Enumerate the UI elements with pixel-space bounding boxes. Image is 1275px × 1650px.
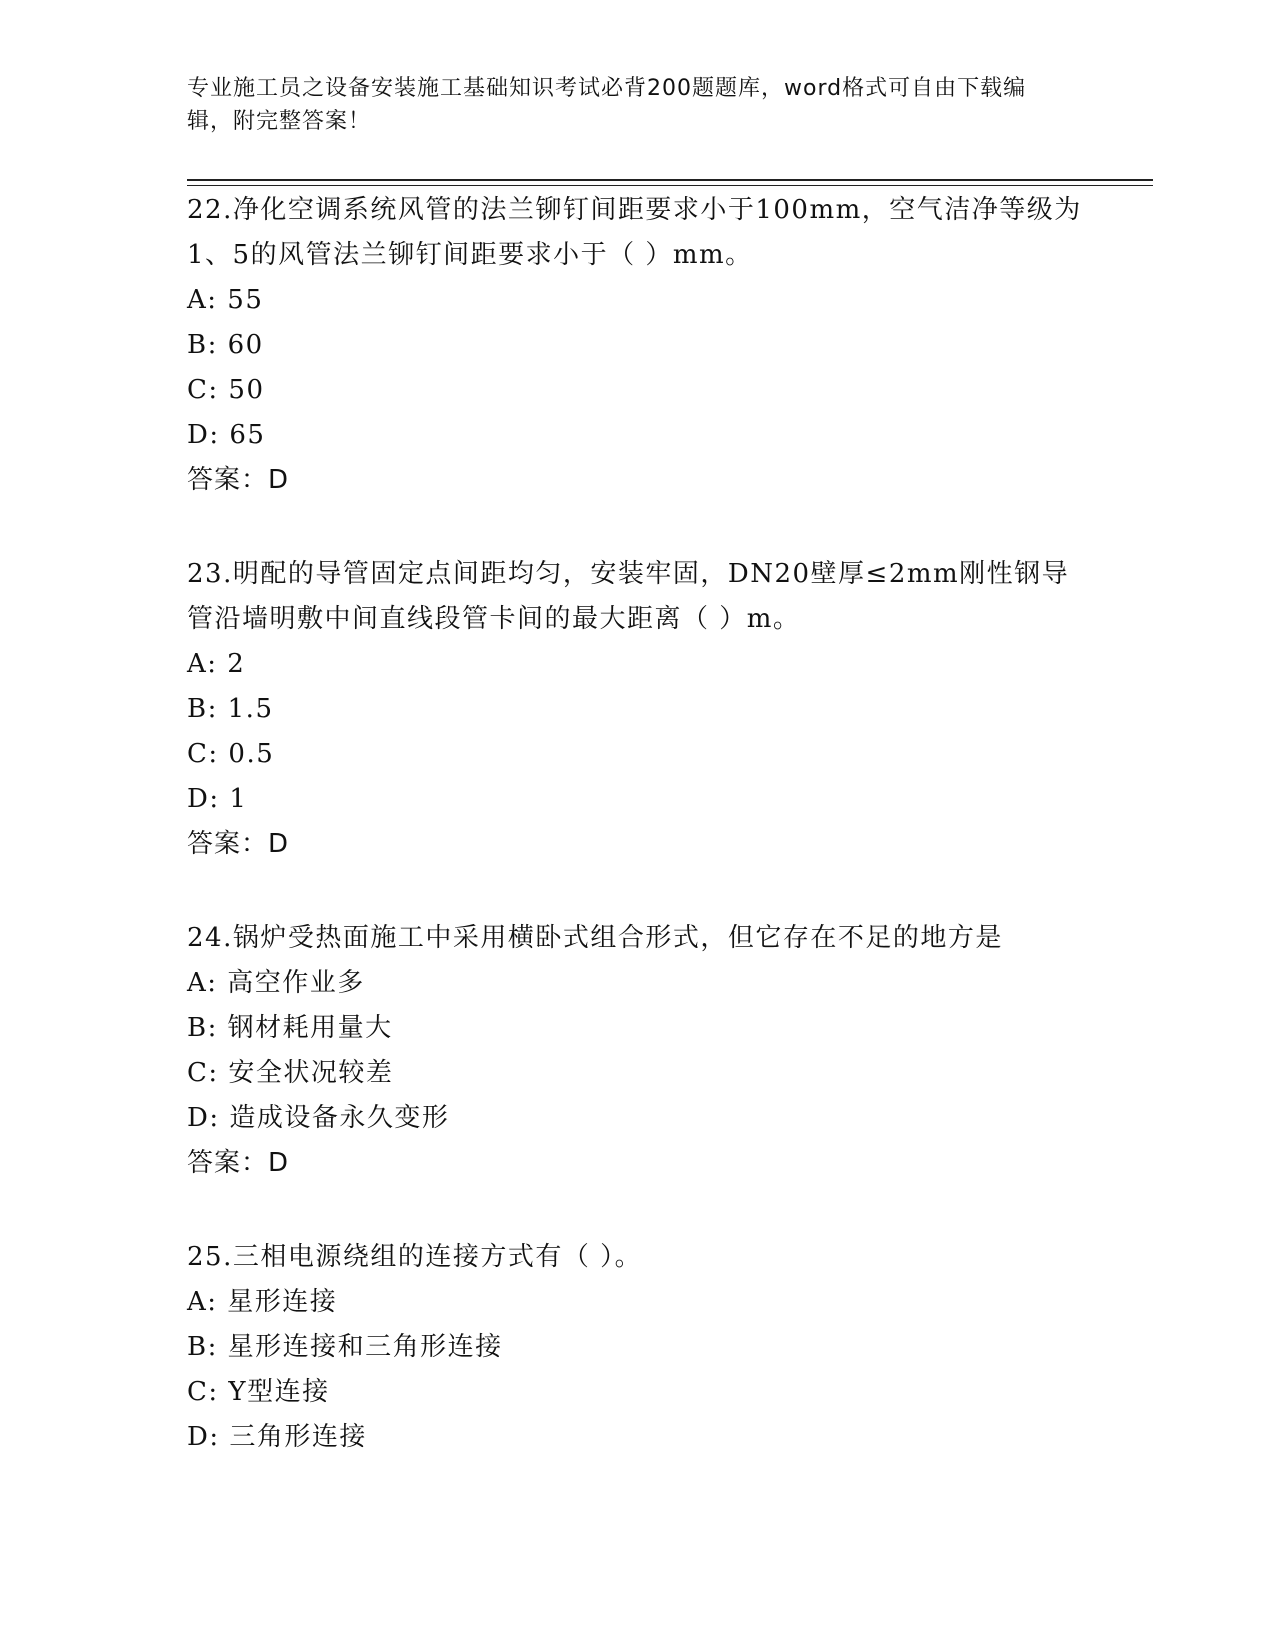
option-b: B: 星形连接和三角形连接 [187,1332,503,1362]
question-stem: 23.明配的导管固定点间距均匀，安装牢固，DN20壁厚≤2mm刚性钢导管沿墙明敷中间直线段管卡间的最大距离（ ）m。 [187,559,1070,634]
option-b: B: 60 [187,330,264,360]
option-a: A: 高空作业多 [187,968,365,998]
answer: 答案：D [187,829,290,859]
option-a: A: 2 [187,649,246,679]
option-d: D: 65 [187,420,266,450]
option-d: D: 三角形连接 [187,1422,367,1452]
question-stem: 24.锅炉受热面施工中采用横卧式组合形式，但它存在不足的地方是 [187,923,1003,953]
option-c: C: 0.5 [187,739,275,769]
option-d: D: 造成设备永久变形 [187,1103,450,1133]
option-c: C: 安全状况较差 [187,1058,394,1088]
option-a: A: 星形连接 [187,1287,338,1317]
header-divider-thick [187,179,1153,181]
option-c: C: 50 [187,375,265,405]
question-22 [187,188,1087,503]
question-25 [187,1235,1087,1460]
option-b: B: 钢材耗用量大 [187,1013,393,1043]
header-divider-thin [187,185,1153,186]
question-24 [187,916,1087,1186]
question-stem: 25.三相电源绕组的连接方式有（ ）。 [187,1242,643,1272]
document-header: 专业施工员之设备安装施工基础知识考试必背200题题库，word格式可自由下载编辑，附完整答案！ [187,76,1027,134]
question-stem: 22.净化空调系统风管的法兰铆钉间距要求小于100mm，空气洁净等级为1、5的风管法兰铆钉间距要求小于（ ）mm。 [187,195,1082,270]
question-23 [187,552,1087,867]
option-d: D: 1 [187,784,248,814]
answer: 答案：D [187,465,290,495]
option-c: C: Y型连接 [187,1377,330,1407]
answer: 答案：D [187,1148,290,1178]
option-a: A: 55 [187,285,264,315]
option-b: B: 1.5 [187,694,274,724]
